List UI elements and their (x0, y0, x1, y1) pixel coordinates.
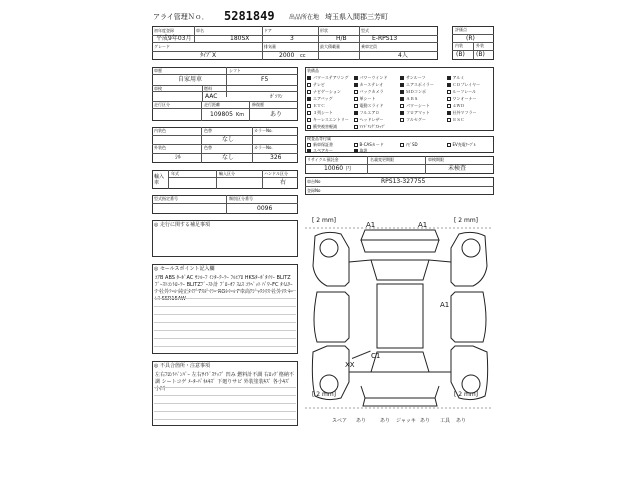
equipment-item (447, 117, 494, 124)
equipment-title: 装備品 (307, 68, 319, 73)
equipment-checkbox (447, 118, 451, 122)
type-label: 型式 (361, 28, 369, 33)
diagram-tl-measure: [ 2 mm] (312, 217, 337, 224)
equipment-label: ワンオーナー (452, 96, 477, 101)
equipment-label: バックカメラ (359, 89, 384, 94)
ext-color-no: 326 (270, 154, 282, 161)
spare-value: あり (356, 418, 367, 424)
equipment-label: ｱｲﾄﾞﾘﾝｸﾞｽﾄｯﾌﾟ (359, 124, 386, 129)
body-value: H/B (336, 35, 347, 42)
ext-color-value: ｼﾙ (175, 154, 182, 161)
docs-title: 検査品等付属 (307, 136, 331, 141)
equipment-label: 電動スライド (359, 103, 384, 108)
equipment-checkbox (400, 97, 404, 101)
docs-checkbox (354, 149, 358, 153)
equipment-checkbox (354, 97, 358, 101)
equipment-checkbox (307, 125, 311, 129)
mileage-value: 109805 (210, 111, 233, 118)
spare-label: スペア (332, 418, 348, 424)
equipment-checkbox (354, 111, 358, 115)
equipment-item (400, 82, 447, 89)
inspection-label: 車検期限 (428, 157, 444, 162)
usage-label: 車歴 (154, 68, 162, 73)
displacement-unit: cc (300, 53, 306, 59)
interior-color-change-label: 色替 (204, 128, 212, 133)
equipment-item (307, 89, 354, 96)
tools-label: 工具 (440, 418, 451, 424)
equipment-checkbox (447, 76, 451, 80)
equipment-item (447, 75, 494, 82)
type-value: E-RPS13 (372, 35, 398, 42)
interior-color-label: 内装色 (154, 128, 166, 133)
repair-value: あり (270, 111, 283, 118)
equipment-checkbox (307, 90, 311, 94)
equipment-checkbox (400, 90, 404, 94)
docs-label: 新車保証書 (313, 142, 333, 147)
mileage-note-label: ◎ 走行に関する補足事項 (154, 222, 210, 228)
repair-label: 修復歴 (252, 102, 264, 107)
shift-label: シフト (229, 68, 241, 73)
ext-color-label: 外装色 (154, 145, 166, 150)
equipment-checkbox (400, 76, 404, 80)
equipment-label: ナビゲーション (313, 89, 341, 94)
reg-label: 登録No (307, 188, 321, 193)
handle-value: 右 (280, 179, 287, 186)
equipment-checkbox (400, 83, 404, 87)
name-change-label: 名義変更期限 (370, 157, 394, 162)
equipment-checkbox (307, 76, 311, 80)
equipment-label: エアスポイラー (406, 82, 434, 87)
sales-point-label: ◎ セールスポイント記入欄 (154, 266, 215, 272)
equipment-item (354, 110, 401, 117)
doors-value: 3 (290, 35, 294, 42)
equipment-checkbox (307, 104, 311, 108)
equipment-checkbox (354, 83, 358, 87)
frame-label: 車台No (307, 179, 321, 184)
equipment-checkbox (307, 97, 311, 101)
interior-label: 内装 (455, 43, 463, 48)
equipment-checkbox (307, 118, 311, 122)
aircon-value: AAC (205, 93, 218, 100)
sales-point-title: セールスポイント記入欄 (159, 266, 215, 272)
jack-value: あり (420, 418, 431, 424)
class-value: 0096 (257, 205, 273, 212)
docs-label: 取説 (359, 147, 368, 153)
exterior-label: 外装 (476, 43, 484, 48)
equipment-item (354, 89, 401, 96)
import-label: 輸入車 (154, 174, 165, 186)
equipment-item (307, 96, 354, 103)
equipment-label: ＭＤコンポ (406, 89, 426, 94)
equipment-item (400, 117, 447, 124)
equipment-label: ルーフレール (452, 89, 477, 94)
equipment-label: ＡＢＳ (406, 96, 418, 101)
aircon-label: 車検 (154, 86, 162, 91)
exterior-value: (B) (476, 51, 485, 58)
ext-color-no-label: カラーNo. (254, 145, 273, 150)
max-load-label: 最大積載量 (320, 44, 340, 49)
docs-checkbox (447, 143, 451, 147)
docs-item (307, 148, 354, 154)
mileage-label-1: 走行区分 (154, 102, 170, 107)
location-label: 出品所在地 (289, 14, 320, 21)
interior-color-no-label: カラーNo. (254, 128, 273, 133)
damage-mark-a1-side: A1 (440, 301, 450, 309)
equipment-label: パワーステアリング (313, 75, 349, 80)
recycle-fee-value: 10060 (324, 165, 344, 172)
first-reg-label: 初年度登録 (154, 28, 174, 33)
equipment-item (354, 103, 401, 110)
interior-color-change: なし (222, 136, 235, 143)
equipment-item (354, 96, 401, 103)
tools-value: あり (456, 418, 467, 424)
equipment-item (307, 103, 354, 110)
equipment-label: キーレスエントリー (313, 117, 349, 122)
usage-value: 自家用車 (178, 76, 203, 83)
recycle-fee-label: リサイクル預託金 (307, 157, 339, 162)
equipment-checkbox (354, 76, 358, 80)
equipment-item (307, 110, 354, 117)
docs-label: B-CASカード (359, 142, 384, 147)
diagram-bl-measure: [ 2 mm] (312, 391, 337, 398)
equipment-item (307, 75, 354, 82)
mileage-note-text: 走行に関する補足事項 (159, 222, 210, 228)
equipment-label: 衝突被害軽減 (313, 124, 337, 129)
docs-checkbox (400, 143, 404, 147)
equipment-label: ３列シート (313, 110, 333, 115)
mileage-label-2: 走行距離 (204, 102, 220, 107)
equipment-label: カーステレオ (359, 82, 384, 87)
equipment-label: フロアマット (406, 110, 430, 115)
grade-label: グレード (154, 44, 170, 49)
damage-mark-c1: C1 (371, 352, 381, 360)
docs-list (307, 142, 493, 153)
equipment-item (447, 82, 494, 89)
equipment-checkbox (354, 125, 358, 129)
score-value: (R) (466, 35, 475, 42)
docs-label: EV充電ｹｰﾌﾞﾙ (452, 142, 476, 147)
fuel-value: ｶﾞｿﾘﾝ (270, 94, 283, 100)
recycle-fee-unit: 円 (346, 166, 352, 172)
defects-text: 左右ﾌﾛﾝﾄﾊﾞﾝﾊﾟｰ 左右ｻｲﾄﾞｽﾃｯﾌﾟ 凹み 燃料計不調 右ﾛｯｸﾞ格納不調 シートコゲ ﾒｰﾀｰﾊﾟﾈﾙｷｽﾞ 下廻りサビ 外装塗装ｷｽﾞ 各小ｷｽﾞ小凹 (155, 372, 294, 392)
equipment-label: テレビ (313, 82, 325, 87)
docs-item (400, 142, 447, 148)
defects-label: ◎ 不具合箇所・注意事項 (154, 363, 210, 369)
equipment-label: ＥＴＣ (313, 103, 325, 108)
body-label: 形状 (320, 28, 328, 33)
equipment-label: ヘッドレザー (359, 117, 384, 122)
equipment-checkbox (400, 104, 404, 108)
damage-mark-a1-top-1: A1 (366, 221, 376, 229)
equipment-item (447, 96, 494, 103)
handle-label: ハンドル区分 (264, 171, 288, 176)
equipment-item (400, 103, 447, 110)
defects-box (152, 361, 298, 426)
mileage-unit: Km (236, 112, 245, 118)
docs-checkbox (307, 149, 311, 153)
equipment-item (307, 124, 354, 131)
shift-value: F5 (261, 76, 269, 83)
doors-label: ドア (264, 28, 272, 33)
equipment-label: アルミ (452, 75, 465, 80)
equipment-label: パワーウインド (359, 75, 388, 80)
docs-item (354, 148, 401, 154)
equipment-label: パワーシート (406, 103, 430, 108)
docs-checkbox (307, 143, 311, 147)
import-category-label: 輸入区分 (219, 171, 235, 176)
fuel-label: 燃料 (204, 86, 212, 91)
tools-value-1: あり (380, 418, 391, 424)
docs-label: ﾅﾋﾞSD (406, 142, 418, 147)
docs-item (447, 142, 494, 148)
jack-label: ジャッキ (396, 418, 416, 424)
equipment-checkbox (354, 90, 358, 94)
first-reg-value: 平成9年03月 (156, 35, 192, 42)
score-label: 評価点 (455, 27, 467, 32)
equipment-label: エアバッグ (313, 96, 333, 101)
equipment-checkbox (400, 118, 404, 122)
diagram-tr-measure: [ 2 mm] (454, 217, 479, 224)
equipment-label: ４ＷＤ (452, 103, 465, 108)
equipment-label: フルセグー (406, 117, 426, 122)
displacement-value: 2000 (279, 52, 295, 59)
class-label: 類別区分番号 (229, 196, 253, 201)
defects-title: 不具合箇所・注意事項 (159, 363, 210, 369)
docs-label: スペアキー (313, 147, 333, 153)
equipment-list (307, 75, 493, 131)
year-label: 年式 (171, 171, 179, 176)
equipment-item (354, 117, 401, 124)
equipment-item (447, 110, 494, 117)
frame-value: RPS13-327755 (381, 178, 426, 185)
equipment-checkbox (354, 118, 358, 122)
grade-value: ﾀｲﾌﾟX (200, 52, 217, 59)
diagram-br-measure: [ 2 mm] (454, 391, 479, 398)
location-value: 埼玉県入間郡三芳町 (325, 13, 388, 21)
interior-value: (B) (456, 51, 465, 58)
model-name-value: 180SX (230, 35, 250, 42)
damage-mark-xx: XX (345, 361, 355, 369)
capacity-label: 乗車定員 (361, 44, 377, 49)
equipment-item (447, 89, 494, 96)
inspection-value: 未検査 (448, 165, 467, 172)
equipment-item (354, 124, 401, 131)
management-number: 5281849 (224, 9, 275, 23)
equipment-item (307, 82, 354, 89)
equipment-label: サンルーフ (406, 75, 426, 80)
car-damage-diagram (305, 222, 495, 412)
equipment-checkbox (447, 90, 451, 94)
capacity-value: 4人 (398, 52, 408, 59)
equipment-item (400, 89, 447, 96)
equipment-label: 社外マフラー (452, 110, 477, 115)
displacement-label: 排気量 (264, 44, 276, 49)
model-name-label: 車名 (196, 28, 204, 33)
ext-color-change: なし (222, 154, 235, 161)
equipment-item (447, 103, 494, 110)
model-cert-label: 型式指定番号 (154, 196, 178, 201)
equipment-checkbox (307, 83, 311, 87)
equipment-label: ＥＳＣ (452, 117, 465, 122)
equipment-checkbox (447, 97, 451, 101)
equipment-checkbox (307, 111, 311, 115)
ext-color-change-label: 色替 (204, 145, 212, 150)
sales-point-text: ｴｱB ABS ﾀｰﾎﾞAC ｻﾝﾙｰﾌ ｲﾝﾀｰｸｰﾗｰ ﾌﾙｴｱﾛ HKSﾀｰﾎﾞﾀｲﾏｰ BLITZﾌﾞｰｽﾄｺﾝﾄﾛｰﾗｰ BLITZﾌﾞｰｽﾄ計 ﾌﾞﾛｰｵﾌ ｽﾑｽ ｺﾗﾍﾞｯﾄ ﾊﾟﾜｰFC ﾀｲﾑﾜｰｸ 社外ﾃｰﾙ 純正ﾀｲﾌﾟ7ｽﾎﾟｲﾗｰ ROﾎｲｰﾙ F車高ｱｼﾞｬｽﾄｻｽ 社外ｻｽ ｷｰﾚｽ SSR15AW (155, 275, 294, 302)
equipment-checkbox (400, 111, 404, 115)
damage-mark-a1-top-2: A1 (418, 221, 428, 229)
equipment-item (354, 82, 401, 89)
equipment-label: ＣＤプレイヤー (452, 82, 481, 87)
equipment-label: 革シート (359, 96, 376, 101)
equipment-checkbox (447, 104, 451, 108)
equipment-label: フルエアロ (359, 110, 380, 115)
docs-checkbox (354, 143, 358, 147)
equipment-item (400, 75, 447, 82)
header-prefix: アライ管理Ｎｏ． (153, 13, 209, 21)
equipment-checkbox (354, 104, 358, 108)
equipment-checkbox (447, 83, 451, 87)
equipment-item (400, 110, 447, 117)
equipment-checkbox (447, 111, 451, 115)
equipment-item (307, 117, 354, 124)
equipment-item (400, 96, 447, 103)
equipment-item (354, 75, 401, 82)
